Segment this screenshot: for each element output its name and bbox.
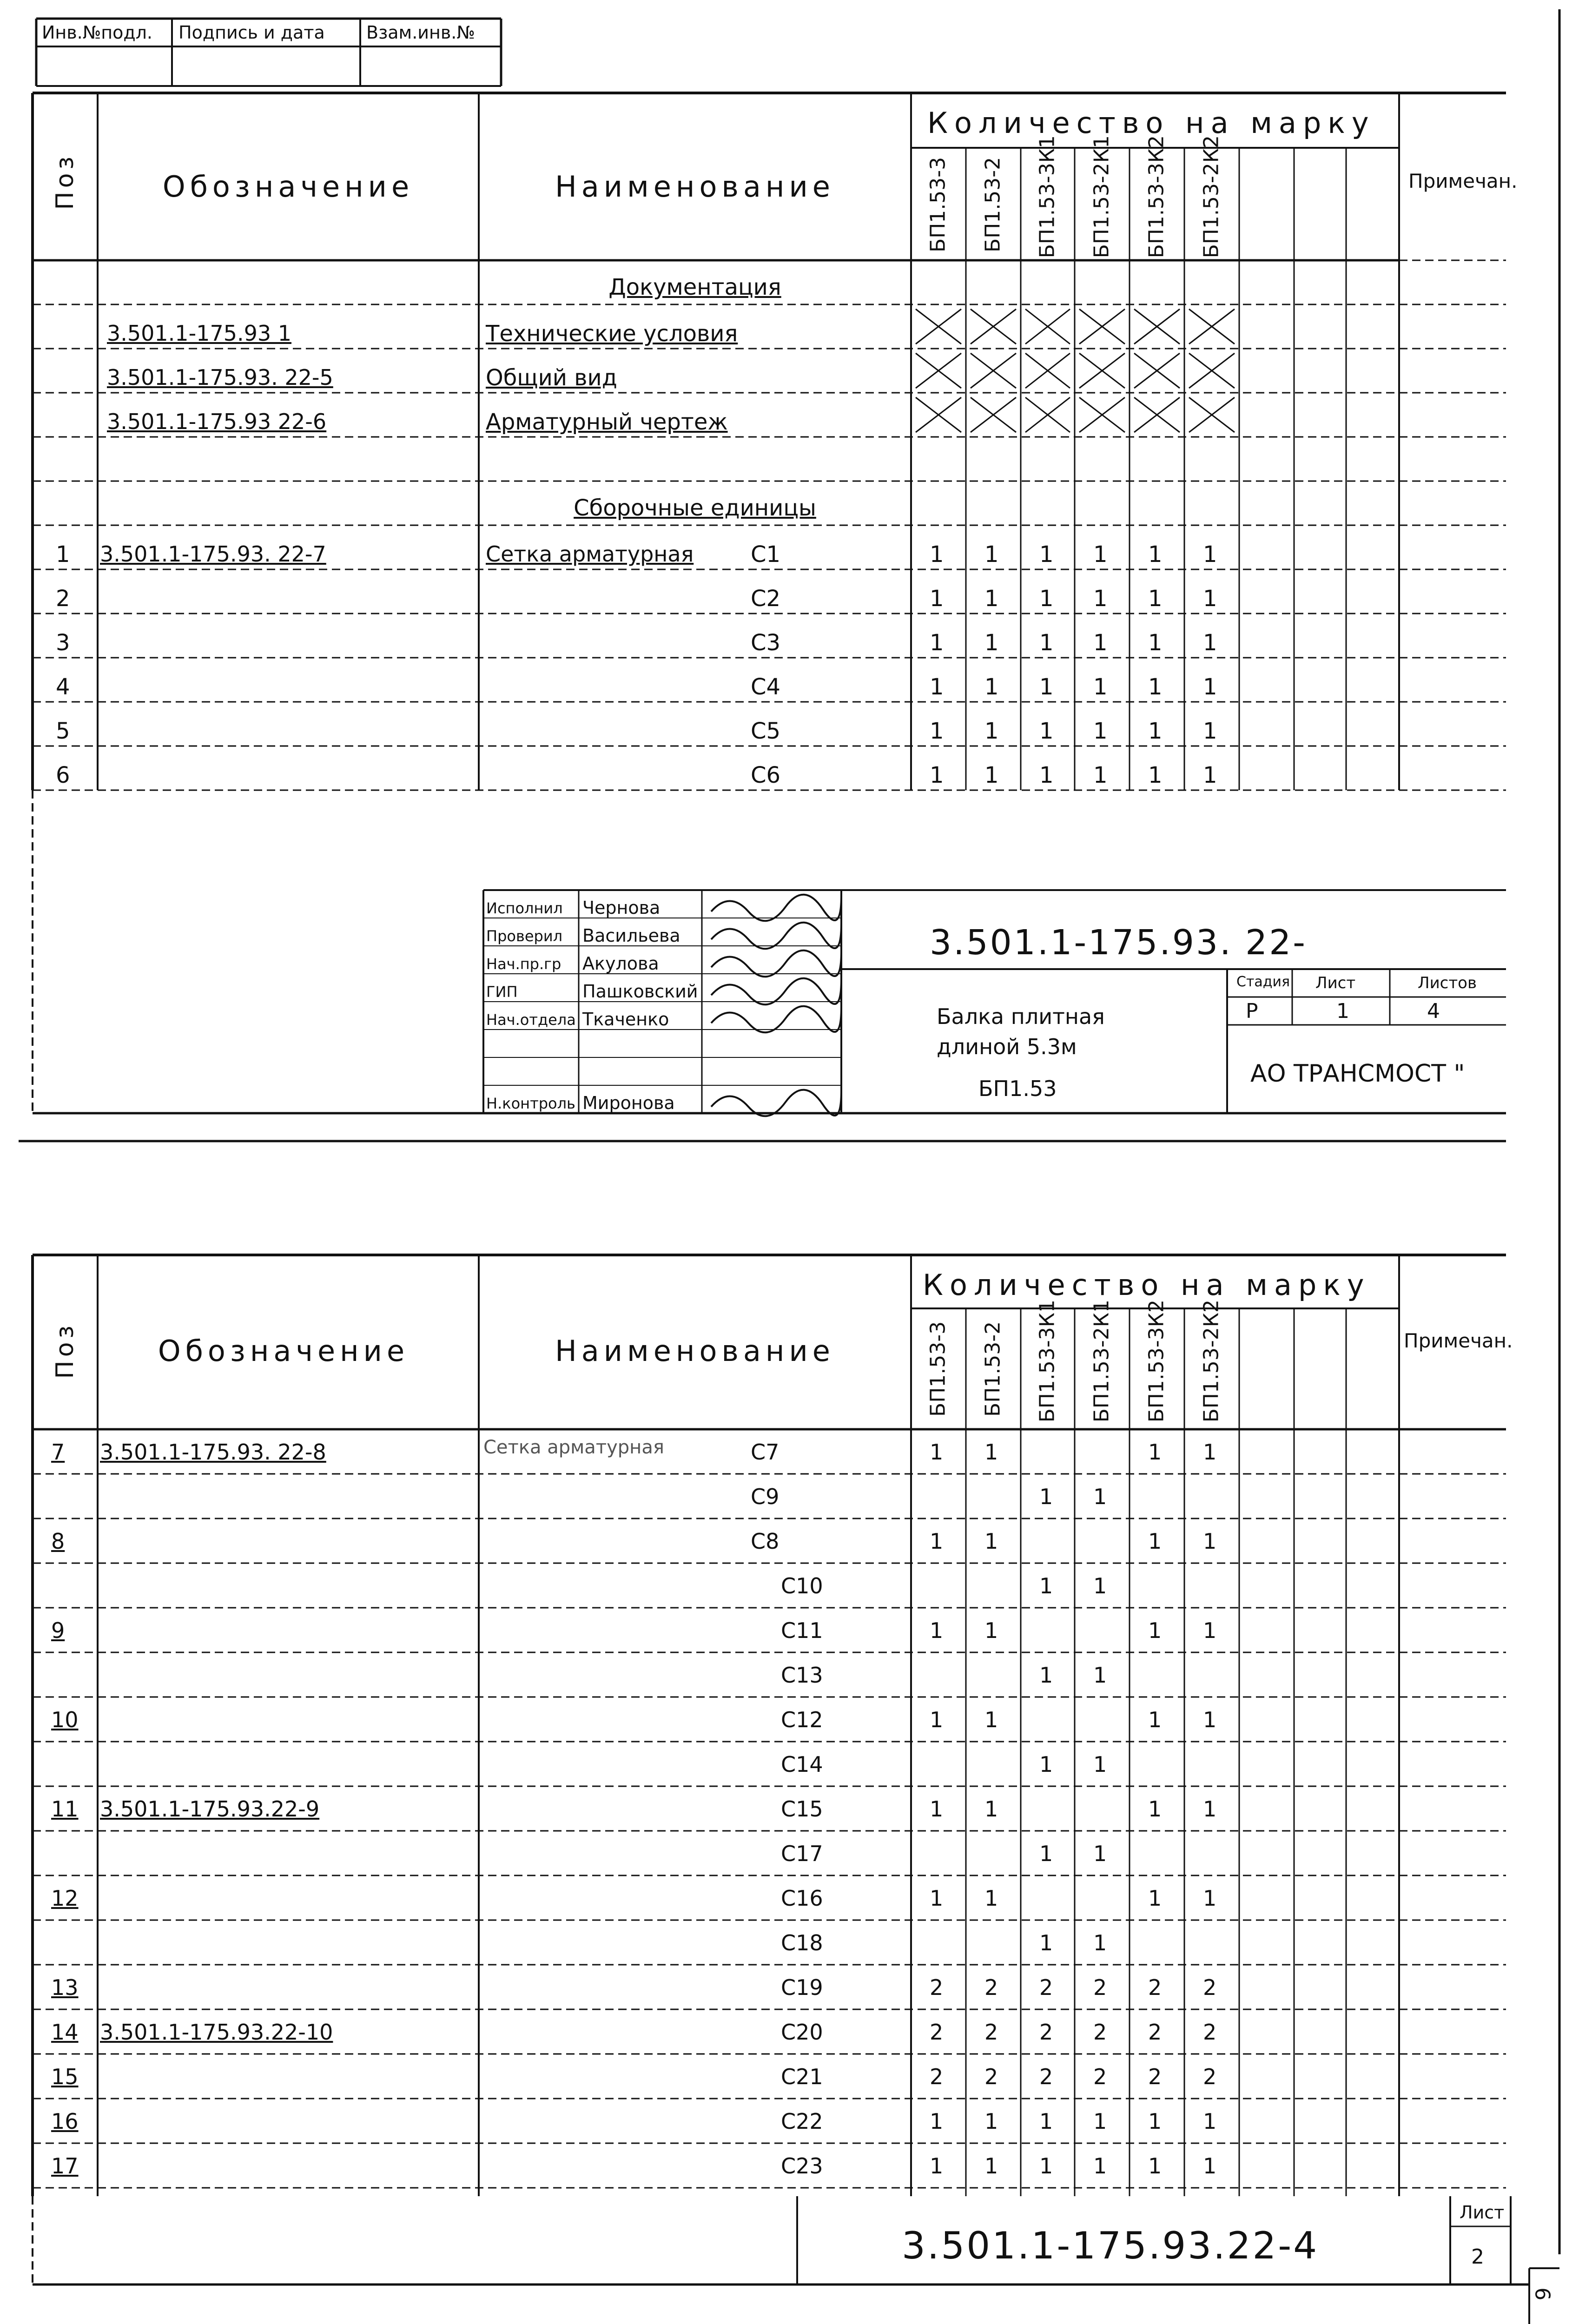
qty-cell: 1 <box>1093 718 1108 744</box>
designation-header-sheet2: Обозначение <box>158 1334 410 1368</box>
brand-header-2: БП1.53-2 <box>981 157 1005 252</box>
row-mark: С17 <box>781 1841 823 1866</box>
qty-cell: 2 <box>930 2064 944 2089</box>
row-position: 12 <box>51 1886 79 1911</box>
qty-cell: 2 <box>1148 2020 1162 2045</box>
qty-cell: 1 <box>930 762 944 788</box>
row-designation: 3.501.1-175.93. 22-7 <box>100 541 326 567</box>
qty-cell: 1 <box>930 1886 944 1911</box>
signature-scribble <box>711 923 841 949</box>
qty-cell: 1 <box>1148 1707 1162 1732</box>
pos-header: Поз <box>51 152 79 210</box>
qty-cell: 1 <box>1148 541 1163 568</box>
title-role: Проверил <box>486 927 563 945</box>
row-mark: С19 <box>781 1975 823 2000</box>
doc-designation: 3.501.1-175.93 1 <box>107 321 292 346</box>
title-item-mark: БП1.53 <box>978 1076 1057 1101</box>
qty-cell: 1 <box>1093 762 1108 788</box>
row-position: 7 <box>51 1439 65 1465</box>
brand-header-6: БП1.53-2К2 <box>1199 135 1223 258</box>
row-name: Сетка арматурная <box>486 541 694 567</box>
qty-cell: 1 <box>984 586 999 612</box>
doc-section-title: Документация <box>608 274 781 300</box>
qty-cell: 1 <box>1203 1618 1217 1643</box>
qty-cell: 1 <box>1203 630 1217 656</box>
qty-cell: 2 <box>1203 2020 1217 2045</box>
row-mark: С3 <box>751 630 781 656</box>
row-mark: С5 <box>751 718 781 744</box>
qty-cell: 2 <box>930 2020 944 2045</box>
row-mark: С8 <box>751 1529 779 1554</box>
qty-cell: 1 <box>984 2153 998 2179</box>
qty-cell: 1 <box>1203 674 1217 700</box>
row-position: 6 <box>56 762 70 788</box>
qty-cell: 1 <box>1093 586 1108 612</box>
title-person: Ткаченко <box>582 1009 669 1030</box>
qty-cell: 1 <box>930 2153 944 2179</box>
brand-header-sheet2-1: БП1.53-3 <box>926 1321 950 1417</box>
qty-cell: 2 <box>1203 2064 1217 2089</box>
qty-cell: 1 <box>1148 1439 1162 1465</box>
qty-cell: 1 <box>930 1439 944 1465</box>
sheet-label: Лист <box>1315 974 1356 992</box>
row-position: 10 <box>51 1707 79 1732</box>
qty-cell: 1 <box>1039 2109 1053 2134</box>
title-role: Н.контроль <box>486 1095 575 1112</box>
qty-cell: 1 <box>1203 586 1217 612</box>
qty-cell: 1 <box>930 630 944 656</box>
qty-cell: 1 <box>1039 718 1054 744</box>
signature-scribble <box>711 1006 841 1033</box>
qty-cell: 1 <box>1148 630 1163 656</box>
qty-cell: 2 <box>1039 1975 1053 2000</box>
brand-header-sheet2-5: БП1.53-3К2 <box>1144 1299 1169 1422</box>
qty-cell: 1 <box>1203 762 1217 788</box>
qty-cell: 1 <box>1039 674 1054 700</box>
stage-value: Р <box>1246 999 1258 1023</box>
row-mark: С11 <box>781 1618 823 1643</box>
pos-header-sheet2: Поз <box>51 1321 79 1379</box>
sheet2-sheet-label: Лист <box>1460 2202 1505 2223</box>
qty-cell: 1 <box>1203 1529 1217 1554</box>
stage-label: Стадия <box>1236 974 1290 990</box>
qty-cell: 1 <box>1093 541 1108 568</box>
organization-name: АО ТРАНСМОСТ " <box>1250 1060 1465 1088</box>
qty-cell: 1 <box>984 2109 998 2134</box>
stamp-sign-label: Подпись и дата <box>178 22 325 43</box>
row-position: 1 <box>56 541 70 568</box>
qty-cell: 1 <box>1148 1529 1162 1554</box>
qty-cell: 2 <box>1203 1975 1217 2000</box>
sheet-value: 1 <box>1336 999 1349 1023</box>
signature-scribble <box>711 895 841 921</box>
brand-header-sheet2-3: БП1.53-3К1 <box>1035 1299 1059 1422</box>
qty-cell: 2 <box>984 2020 998 2045</box>
row-position: 9 <box>51 1618 65 1643</box>
qty-cell: 1 <box>1039 1841 1053 1866</box>
qty-cell: 1 <box>1039 630 1054 656</box>
qty-cell: 1 <box>1203 2109 1217 2134</box>
stamp-inv-label: Инв.№подл. <box>42 22 153 43</box>
row-mark: С18 <box>781 1930 823 1955</box>
row-mark: С1 <box>751 541 781 568</box>
qty-cell: 1 <box>1093 1841 1107 1866</box>
row-mark: С20 <box>781 2020 823 2045</box>
row-mark: С15 <box>781 1796 823 1822</box>
qty-cell: 1 <box>984 630 999 656</box>
qty-cell: 2 <box>1093 1975 1107 2000</box>
qty-cell: 1 <box>1203 718 1217 744</box>
qty-cell: 1 <box>1039 2153 1053 2179</box>
qty-cell: 1 <box>984 1618 998 1643</box>
doc-name: Технические условия <box>486 321 738 347</box>
qty-cell: 1 <box>984 674 999 700</box>
qty-cell: 1 <box>984 1796 998 1822</box>
note-header-sheet2: Примечан. <box>1404 1329 1513 1352</box>
qty-cell: 1 <box>984 1439 998 1465</box>
doc-name: Арматурный чертеж <box>486 409 728 435</box>
row-mark: С6 <box>751 762 781 788</box>
qty-cell: 1 <box>930 1707 944 1732</box>
sheet2-sheet-value: 2 <box>1471 2245 1484 2269</box>
row-mark: С12 <box>781 1707 823 1732</box>
qty-cell: 1 <box>1093 2109 1107 2134</box>
qty-cell: 1 <box>1148 1618 1162 1643</box>
designation-header: Обозначение <box>162 170 414 204</box>
qty-cell: 1 <box>930 2109 944 2134</box>
title-role: ГИП <box>486 983 518 1001</box>
brand-header-sheet2-2: БП1.53-2 <box>981 1321 1005 1417</box>
qty-cell: 2 <box>1093 2020 1107 2045</box>
qty-cell: 1 <box>1203 1439 1217 1465</box>
qty-cell: 1 <box>930 1618 944 1643</box>
qty-cell: 1 <box>930 718 944 744</box>
qty-cell: 1 <box>1039 1752 1053 1777</box>
doc-designation: 3.501.1-175.93 22-6 <box>107 409 327 434</box>
qty-cell: 1 <box>1203 1886 1217 1911</box>
qty-cell: 1 <box>1093 2153 1107 2179</box>
brand-header-4: БП1.53-2К1 <box>1090 135 1114 258</box>
qty-cell: 1 <box>984 1886 998 1911</box>
qty-cell: 1 <box>984 1707 998 1732</box>
qty-cell: 2 <box>1039 2020 1053 2045</box>
qty-cell: 1 <box>1203 2153 1217 2179</box>
qty-cell: 1 <box>930 1529 944 1554</box>
row-mark: С14 <box>781 1752 823 1777</box>
title-person: Миронова <box>582 1093 675 1113</box>
brand-header-5: БП1.53-3К2 <box>1144 135 1169 258</box>
qty-cell: 1 <box>1093 1752 1107 1777</box>
title-role: Нач.отдела <box>486 1011 576 1029</box>
title-item-name-line2: длиной 5.3м <box>937 1034 1077 1059</box>
sheets-value: 4 <box>1427 999 1440 1023</box>
signature-scribble <box>711 978 841 1005</box>
qty-cell: 1 <box>930 586 944 612</box>
row-mark: С16 <box>781 1886 823 1911</box>
stamp-replace-label: Взам.инв.№ <box>366 22 475 43</box>
row-mark: С10 <box>781 1573 823 1598</box>
qty-cell: 1 <box>1148 2153 1162 2179</box>
qty-cell: 1 <box>1148 718 1163 744</box>
name-header: Наименование <box>555 170 835 204</box>
sheet2-code: 3.501.1-175.93.22-4 <box>902 2224 1319 2267</box>
qty-cell: 1 <box>984 1529 998 1554</box>
row-position: 4 <box>56 674 70 700</box>
title-role: Исполнил <box>486 899 563 917</box>
qty-cell: 2 <box>1148 1975 1162 2000</box>
title-person: Пашковский <box>582 981 698 1002</box>
qty-cell: 1 <box>1203 1707 1217 1732</box>
row-mark: С2 <box>751 586 781 612</box>
qty-title-header-sheet2: Количество на марку <box>923 1268 1371 1302</box>
signature-scribble <box>711 951 841 977</box>
row-position: 14 <box>51 2020 79 2045</box>
doc-designation: 3.501.1-175.93. 22-5 <box>107 365 333 390</box>
qty-cell: 1 <box>1039 1573 1053 1598</box>
qty-cell: 2 <box>930 1975 944 2000</box>
qty-cell: 1 <box>1148 2109 1162 2134</box>
title-role: Нач.пр.гр <box>486 955 561 973</box>
sheets-label: Листов <box>1418 974 1477 992</box>
row-position: 2 <box>56 586 70 612</box>
title-person: Акулова <box>582 953 659 974</box>
qty-cell: 2 <box>1093 2064 1107 2089</box>
qty-cell: 1 <box>984 541 999 568</box>
row-mark: С22 <box>781 2109 823 2134</box>
row-mark: С7 <box>751 1439 779 1465</box>
qty-cell: 1 <box>1093 1930 1107 1955</box>
title-item-name-line1: Балка плитная <box>937 1004 1105 1029</box>
qty-cell: 1 <box>1203 1796 1217 1822</box>
row-position: 15 <box>51 2064 79 2089</box>
row-position: 17 <box>51 2153 79 2179</box>
row-position: 3 <box>56 630 70 656</box>
qty-cell: 1 <box>1093 1484 1107 1509</box>
title-person: Чернова <box>582 898 661 918</box>
row-name: Сетка арматурная <box>483 1437 664 1458</box>
row-designation: 3.501.1-175.93.22-10 <box>100 2020 333 2045</box>
qty-cell: 2 <box>984 1975 998 2000</box>
name-header-sheet2: Наименование <box>555 1334 835 1368</box>
brand-header-sheet2-6: БП1.53-2К2 <box>1199 1299 1223 1422</box>
qty-cell: 1 <box>984 762 999 788</box>
qty-cell: 1 <box>1148 1886 1162 1911</box>
row-mark: С21 <box>781 2064 823 2089</box>
qty-cell: 1 <box>1203 541 1217 568</box>
qty-cell: 1 <box>1148 586 1163 612</box>
row-position: 16 <box>51 2109 79 2134</box>
qty-cell: 1 <box>1093 1663 1107 1688</box>
row-position: 13 <box>51 1975 79 2000</box>
qty-cell: 1 <box>1039 762 1054 788</box>
page-number: 9 <box>1532 2287 1556 2300</box>
brand-header-1: БП1.53-3 <box>926 157 950 252</box>
row-position: 8 <box>51 1529 65 1554</box>
brand-header-3: БП1.53-3К1 <box>1035 135 1059 258</box>
qty-cell: 1 <box>1039 541 1054 568</box>
row-designation: 3.501.1-175.93. 22-8 <box>100 1439 326 1465</box>
qty-cell: 1 <box>1093 674 1108 700</box>
qty-cell: 1 <box>1039 1484 1053 1509</box>
qty-cell: 1 <box>1148 762 1163 788</box>
qty-cell: 1 <box>1039 586 1054 612</box>
qty-cell: 1 <box>930 674 944 700</box>
qty-cell: 1 <box>1148 1796 1162 1822</box>
title-code: 3.501.1-175.93. 22- <box>930 923 1307 963</box>
title-person: Васильева <box>582 925 680 946</box>
row-mark: С23 <box>781 2153 823 2179</box>
qty-cell: 1 <box>1093 630 1108 656</box>
qty-cell: 1 <box>1093 1573 1107 1598</box>
row-designation: 3.501.1-175.93.22-9 <box>100 1796 320 1822</box>
qty-cell: 1 <box>1039 1930 1053 1955</box>
brand-header-sheet2-4: БП1.53-2К1 <box>1090 1299 1114 1422</box>
qty-cell: 1 <box>1039 1663 1053 1688</box>
qty-cell: 1 <box>1148 674 1163 700</box>
qty-cell: 2 <box>1148 2064 1162 2089</box>
row-position: 11 <box>51 1796 79 1822</box>
qty-cell: 2 <box>1039 2064 1053 2089</box>
qty-title-header: Количество на марку <box>927 106 1375 140</box>
row-mark: С4 <box>751 674 781 700</box>
qty-cell: 1 <box>930 1796 944 1822</box>
assembly-section-title: Сборочные единицы <box>574 495 816 521</box>
row-position: 5 <box>56 718 70 744</box>
note-header: Примечан. <box>1408 170 1518 192</box>
qty-cell: 1 <box>984 718 999 744</box>
row-mark: С9 <box>751 1484 779 1509</box>
doc-name: Общий вид <box>486 365 617 391</box>
row-mark: С13 <box>781 1663 823 1688</box>
qty-cell: 1 <box>930 541 944 568</box>
qty-cell: 2 <box>984 2064 998 2089</box>
